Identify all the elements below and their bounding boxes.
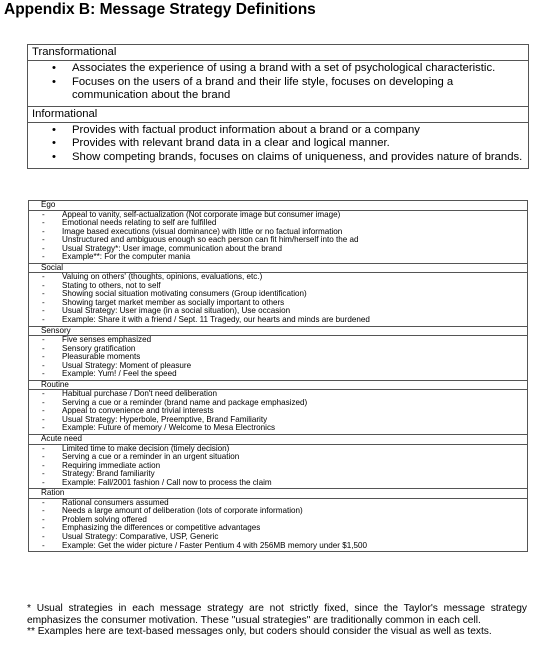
dash-glyph: - [42, 315, 45, 325]
dash-glyph: - [42, 497, 45, 507]
category-header: Sensory [29, 326, 527, 336]
list-item [29, 479, 527, 488]
list-item [29, 370, 527, 379]
category-header: Social [29, 263, 527, 273]
item-text: Usual Strategy: Hyperbole, Preemptive, Brand Familiarity [62, 414, 268, 424]
item-text: Strategy: Brand familiarity [62, 469, 155, 479]
bullet-item [32, 62, 524, 76]
dash-glyph: - [42, 369, 45, 379]
item-text: Stating to others, not to self [62, 280, 161, 290]
dash-glyph: - [42, 389, 45, 399]
footnote-usual-strategies: * Usual strategies in each message strategy are not strictly fixed, since the Taylor's message strategy emphasizes the consumer motivation. These "usual strategies" are traditionally common in each cell. [27, 603, 527, 626]
item-text: Example: Fall/2001 fashion / Call now to process the claim [62, 477, 272, 487]
item-text: Example**: For the computer mania [62, 252, 191, 262]
dash-glyph: - [42, 477, 45, 487]
dash-glyph: - [42, 297, 45, 307]
summary-table [27, 44, 529, 169]
dash-glyph: - [42, 280, 45, 290]
item-text: Serving a cue or a reminder (brand name and package emphasized) [62, 397, 308, 407]
bullet-item [32, 124, 524, 138]
category-cell [29, 210, 527, 263]
bullet-glyph: • [52, 137, 56, 150]
category-cell [28, 122, 528, 168]
item-text: Valuing on others' (thoughts, opinions, evaluations, etc.) [62, 272, 263, 282]
item-text: Example: Share it with a friend / Sept. 11 Tragedy, our hearts and minds are burdened [62, 315, 370, 325]
dash-glyph: - [42, 531, 45, 541]
bullet-glyph: • [52, 123, 56, 136]
footnote-examples: ** Examples here are text-based messages only, but coders should consider the visual as well as texts. [27, 626, 492, 638]
item-text: Usual Strategy: Comparative, USP, Generic [62, 531, 219, 541]
item-text: Requiring immediate action [62, 460, 161, 470]
list-item [29, 253, 527, 262]
dash-glyph: - [42, 469, 45, 479]
dash-glyph: - [42, 506, 45, 516]
dash-glyph: - [42, 460, 45, 470]
bullet-item [32, 151, 524, 165]
dash-glyph: - [42, 335, 45, 345]
bullet-glyph: • [52, 150, 56, 163]
item-text: Appeal to convenience and trivial interests [62, 406, 214, 416]
dash-glyph: - [42, 252, 45, 262]
category-header: Ration [29, 488, 527, 498]
item-text: Appeal to vanity, self-actualization (Not corporate image but consumer image) [62, 209, 341, 219]
bullet-text: Provides with factual product information about a brand or a company [72, 123, 420, 136]
dash-glyph: - [42, 226, 45, 236]
dash-glyph: - [42, 343, 45, 353]
category-header: Routine [29, 380, 527, 390]
bullet-item [32, 137, 524, 151]
item-text: Limited time to make decision (timely decision) [62, 443, 230, 453]
bullet-text: Provides with relevant brand data in a clear and logical manner. [72, 137, 390, 150]
item-text: Example: Future of memory / Welcome to Mesa Electronics [62, 423, 276, 433]
item-text: Emphasizing the differences or competitive advantages [62, 523, 261, 533]
category-header: Transformational [32, 46, 117, 58]
detail-table [28, 200, 528, 552]
item-text: Example: Yum! / Feel the speed [62, 369, 177, 379]
dash-glyph: - [42, 352, 45, 362]
dash-glyph: - [42, 218, 45, 228]
list-item [29, 316, 527, 325]
category-cell [29, 389, 527, 434]
footnotes [27, 603, 527, 638]
item-text: Sensory gratification [62, 343, 136, 353]
item-text: Serving a cue or a reminder in an urgent situation [62, 452, 240, 462]
dash-glyph: - [42, 289, 45, 299]
item-text: Usual Strategy*: User image, communication about the brand [62, 243, 282, 253]
category-cell [29, 498, 527, 551]
dash-glyph: - [42, 406, 45, 416]
bullet-text: Focuses on the users of a brand and their life style, focuses on developing a communication about the brand [72, 75, 454, 102]
item-text: Usual Strategy: User image (in a social situation), Use occasion [62, 306, 291, 316]
item-text: Example: Get the wider picture / Faster Pentium 4 with 256MB memory under $1,500 [62, 540, 368, 550]
item-text: Needs a large amount of deliberation (lots of corporate information) [62, 506, 303, 516]
bullet-item [32, 76, 524, 103]
page-title: Appendix B: Message Strategy Definitions [4, 1, 316, 18]
item-text: Emotional needs relating to self are fulfilled [62, 218, 217, 228]
item-text: Showing social situation motivating consumers (Group identification) [62, 289, 307, 299]
dash-glyph: - [42, 540, 45, 550]
bullet-glyph: • [52, 75, 56, 88]
item-text: Rational consumers assumed [62, 497, 169, 507]
item-text: Showing target market member as socially important to others [62, 297, 285, 307]
dash-glyph: - [42, 514, 45, 524]
category-cell [29, 272, 527, 325]
bullet-text: Show competing brands, focuses on claims of uniqueness, and provides nature of brands. [72, 150, 523, 163]
item-text: Five senses emphasized [62, 335, 152, 345]
dash-glyph: - [42, 235, 45, 245]
item-text: Habitual purchase / Don't need deliberation [62, 389, 217, 399]
category-header: Acute need [29, 434, 527, 444]
item-text: Pleasurable moments [62, 352, 141, 362]
category-cell [29, 335, 527, 380]
list-item [29, 424, 527, 433]
dash-glyph: - [42, 414, 45, 424]
item-text: Unstructured and ambiguous enough so each person can fit him/herself into the ad [62, 235, 359, 245]
dash-glyph: - [42, 209, 45, 219]
list-item [29, 542, 527, 551]
dash-glyph: - [42, 306, 45, 316]
dash-glyph: - [42, 452, 45, 462]
dash-glyph: - [42, 360, 45, 370]
dash-glyph: - [42, 397, 45, 407]
dash-glyph: - [42, 272, 45, 282]
dash-glyph: - [42, 443, 45, 453]
item-text: Problem solving offered [62, 514, 147, 524]
item-text: Usual Strategy: Moment of pleasure [62, 360, 192, 370]
dash-glyph: - [42, 243, 45, 253]
category-header: Informational [28, 106, 528, 122]
category-cell [28, 60, 528, 106]
category-header: Ego [41, 200, 56, 209]
bullet-glyph: • [52, 62, 56, 74]
bullet-text: Associates the experience of using a brand with a set of psychological characteristic. [72, 62, 496, 74]
dash-glyph: - [42, 523, 45, 533]
dash-glyph: - [42, 423, 45, 433]
item-text: Image based executions (visual dominance) with little or no factual information [62, 226, 343, 236]
category-cell [29, 444, 527, 489]
